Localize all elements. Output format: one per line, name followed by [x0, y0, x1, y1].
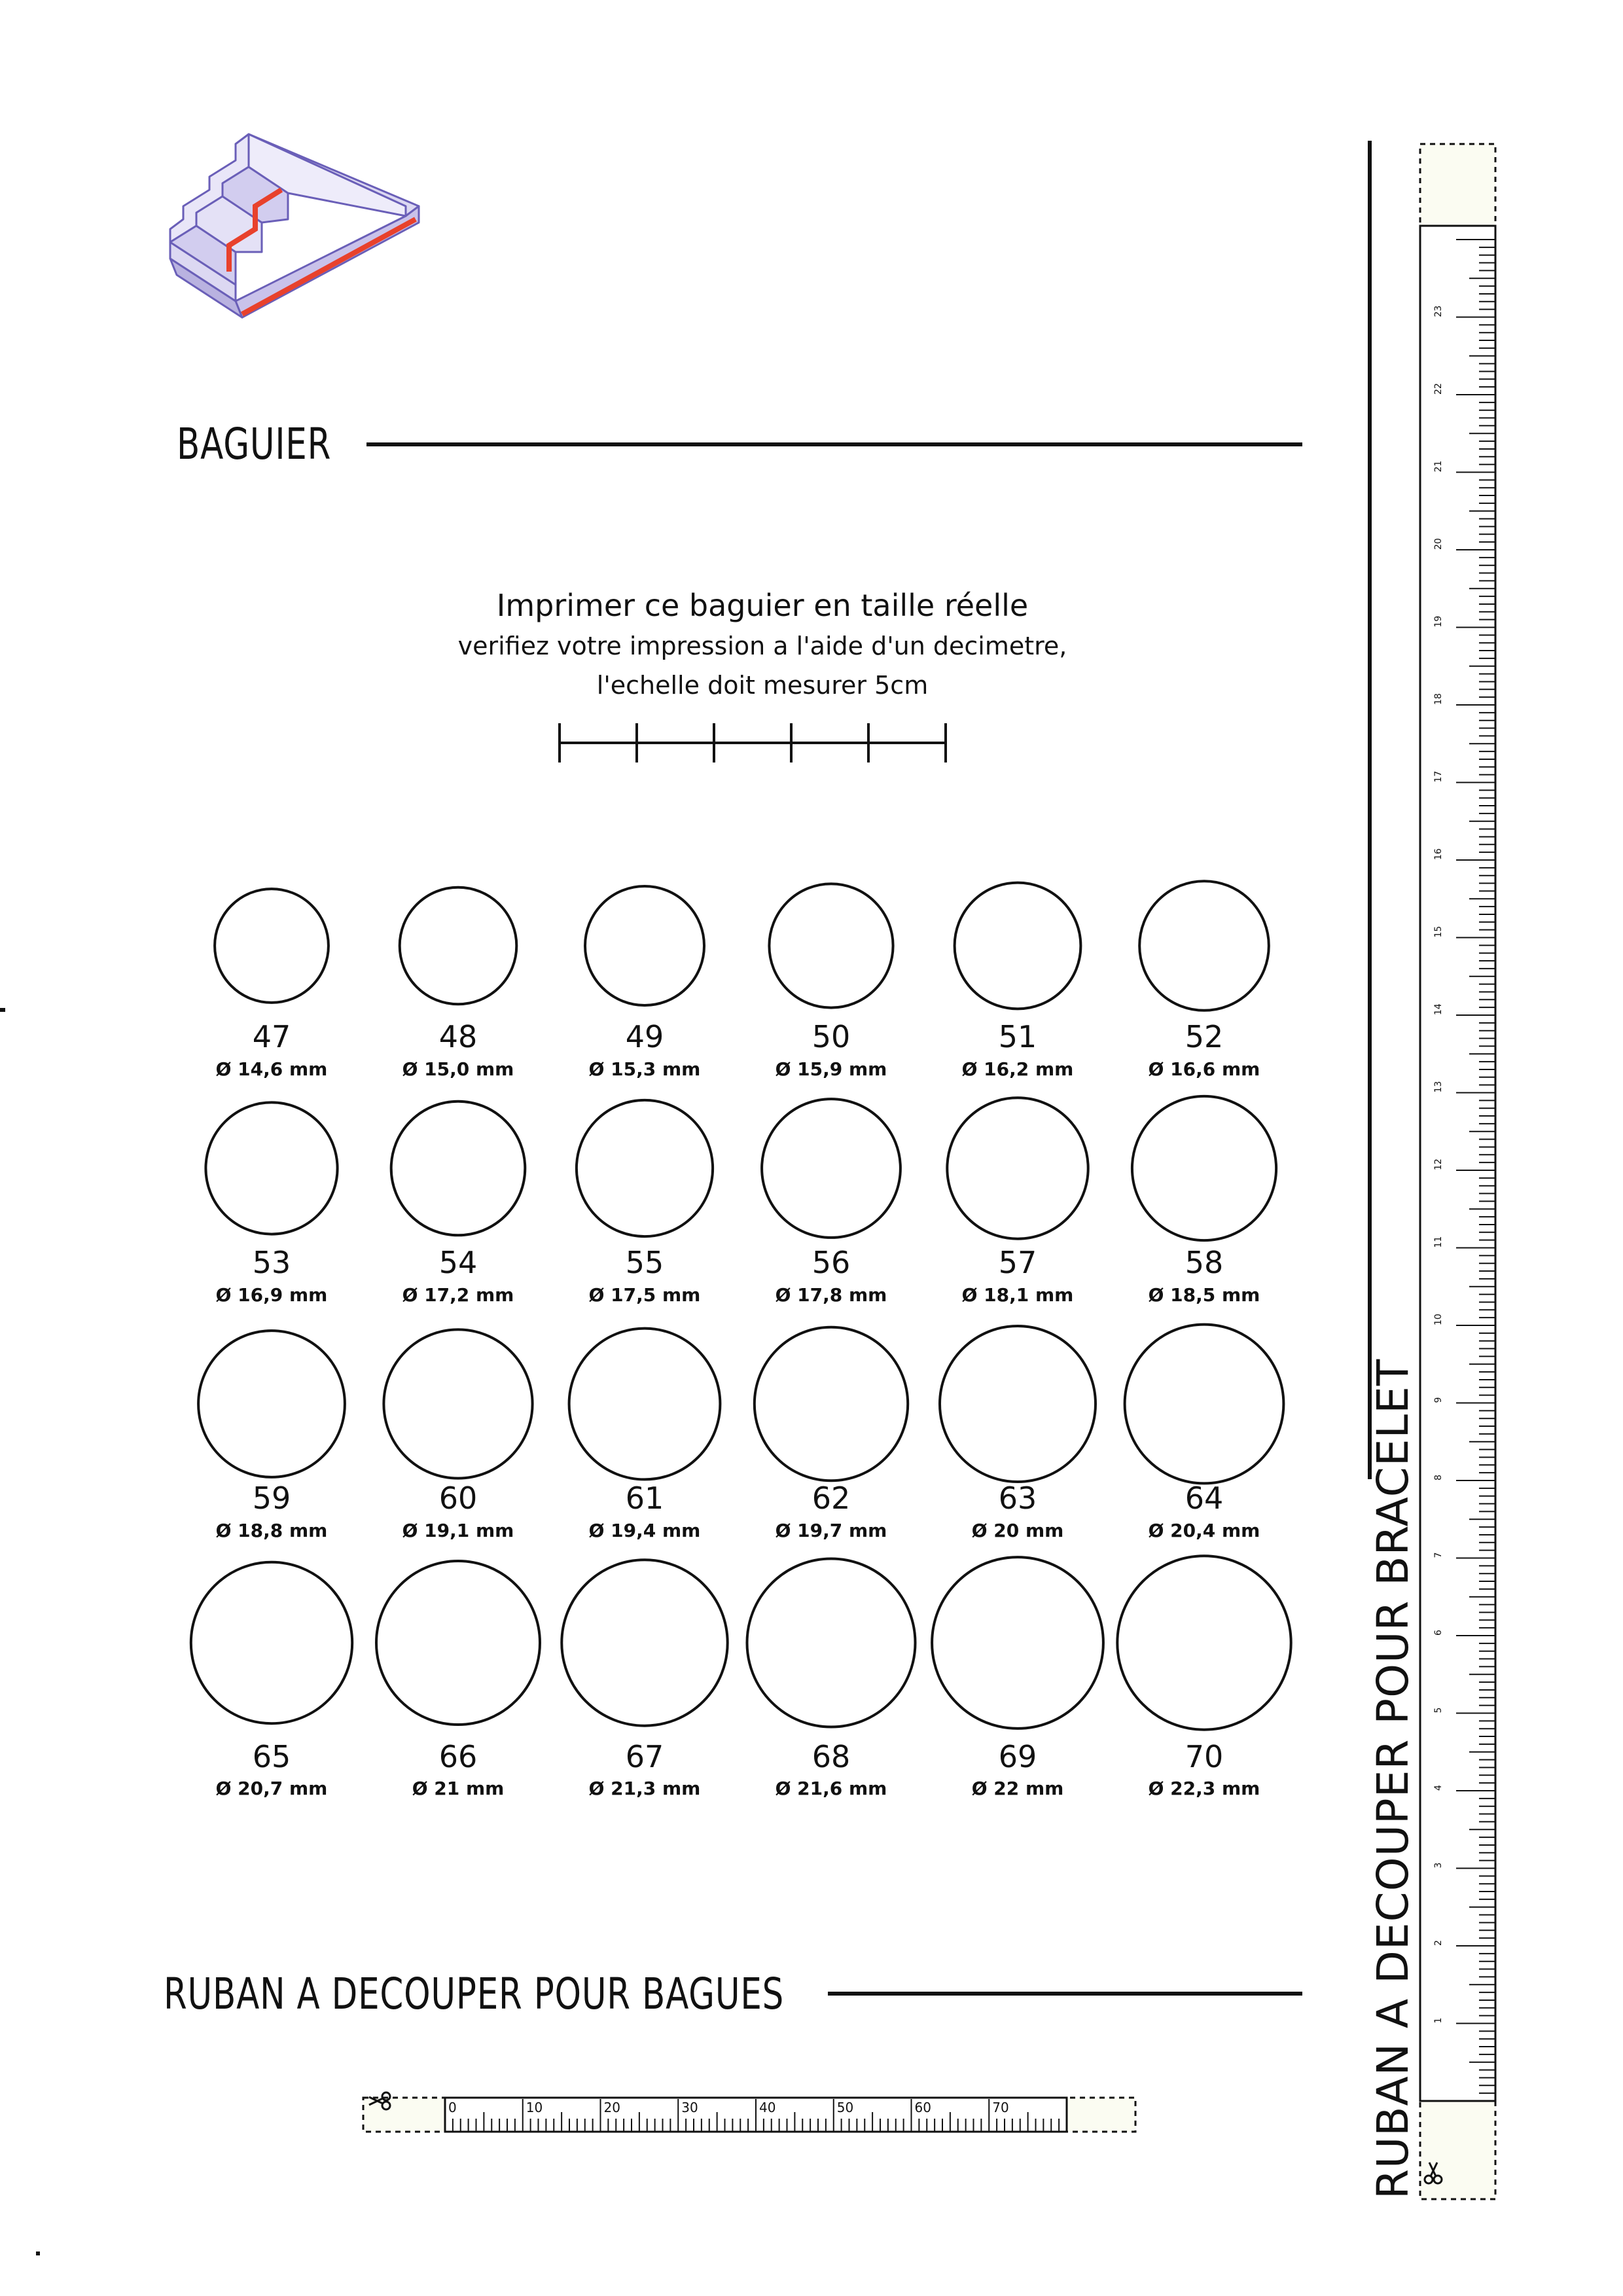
ring-diameter-label: Ø 16,9 mm — [215, 1284, 328, 1306]
ring-circle — [215, 889, 329, 1003]
bracelet-ribbon-label: 4 — [1433, 1785, 1444, 1791]
bracelet-ribbon-title: RUBAN A DECOUPER POUR BRACELET — [1368, 1358, 1418, 2199]
ring-ribbon-label: 40 — [759, 2100, 776, 2115]
bracelet-ribbon-label: 1 — [1433, 2017, 1444, 2024]
instruction-main: Imprimer ce baguier en taille réelle — [496, 588, 1029, 623]
ring-diameter-label: Ø 17,5 mm — [588, 1284, 701, 1306]
ring-60 — [383, 1329, 532, 1541]
bracelet-ribbon-rule-top — [1368, 141, 1372, 1479]
bracelet-ribbon-label: 14 — [1433, 1003, 1444, 1015]
ring-diameter-label: Ø 18,8 mm — [215, 1520, 328, 1541]
bracelet-ribbon-ruler — [1420, 226, 1495, 2101]
bracelet-ribbon-label: 2 — [1433, 1940, 1444, 1946]
ring-size-label: 50 — [812, 1019, 851, 1054]
ring-66 — [376, 1561, 540, 1799]
ring-ribbon-title: RUBAN A DECOUPER POUR BAGUES — [164, 1969, 785, 2019]
ring-circle — [947, 1098, 1088, 1238]
ring-59 — [198, 1331, 345, 1541]
ring-ribbon-label: 50 — [836, 2100, 854, 2115]
ring-circle — [932, 1557, 1103, 1729]
ring-diameter-label: Ø 15,0 mm — [402, 1058, 514, 1080]
ring-diameter-label: Ø 19,1 mm — [402, 1520, 514, 1541]
bracelet-ribbon-label: 6 — [1433, 1630, 1444, 1636]
ring-ribbon-label: 60 — [914, 2100, 931, 2115]
ring-circle — [762, 1099, 901, 1238]
ring-size-label: 51 — [998, 1019, 1037, 1054]
ring-size-label: 63 — [998, 1480, 1037, 1516]
ring-circle — [577, 1100, 713, 1236]
ring-size-label: 55 — [625, 1245, 664, 1280]
ring-size-label: 53 — [252, 1245, 291, 1280]
ring-size-label: 68 — [812, 1739, 851, 1774]
ring-circle — [769, 884, 893, 1007]
bracelet-ribbon-label: 20 — [1433, 538, 1444, 550]
ring-62 — [755, 1327, 908, 1541]
ring-55 — [577, 1100, 713, 1306]
ring-diameter-label: Ø 14,6 mm — [215, 1058, 328, 1080]
ring-size-label: 62 — [812, 1480, 851, 1516]
ring-diameter-label: Ø 16,2 mm — [961, 1058, 1074, 1080]
ring-49 — [585, 886, 704, 1080]
ring-circle — [1139, 881, 1269, 1011]
ring-circle — [383, 1329, 532, 1478]
ring-circle — [1125, 1325, 1284, 1484]
bracelet-ribbon-label: 7 — [1433, 1552, 1444, 1558]
ring-circle — [747, 1559, 916, 1727]
ring-diameter-label: Ø 18,5 mm — [1148, 1284, 1260, 1306]
ring-ribbon-label: 20 — [603, 2100, 620, 2115]
ring-diameter-label: Ø 15,3 mm — [588, 1058, 701, 1080]
ring-ribbon-rule — [828, 1992, 1302, 1996]
bracelet-ribbon-label: 16 — [1433, 848, 1444, 860]
ring-56 — [762, 1099, 901, 1306]
bracelet-ribbon-label: 23 — [1433, 305, 1444, 317]
ring-50 — [769, 884, 893, 1080]
bracelet-ribbon-label: 21 — [1433, 460, 1444, 473]
ring-47 — [215, 889, 329, 1080]
ring-diameter-label: Ø 19,7 mm — [775, 1520, 887, 1541]
ring-circle — [205, 1102, 337, 1234]
ring-circle — [755, 1327, 908, 1480]
ring-52 — [1139, 881, 1269, 1080]
ring-diameter-label: Ø 22 mm — [971, 1778, 1064, 1799]
ring-diameter-label: Ø 21,3 mm — [588, 1778, 701, 1799]
ring-diameter-label: Ø 17,8 mm — [775, 1284, 887, 1306]
ring-69 — [932, 1557, 1103, 1799]
bracelet-ribbon-label: 18 — [1433, 693, 1444, 705]
bracelet-ribbon-label: 13 — [1433, 1081, 1444, 1093]
ring-58 — [1132, 1096, 1276, 1306]
ring-64 — [1125, 1325, 1284, 1541]
ring-size-label: 56 — [812, 1245, 851, 1280]
bracelet-ribbon-label: 10 — [1433, 1314, 1444, 1325]
ring-ribbon — [357, 2081, 1142, 2147]
ring-circle — [569, 1329, 721, 1480]
ring-54 — [391, 1102, 526, 1306]
ring-51 — [955, 883, 1081, 1080]
bracelet-ribbon — [1414, 137, 1505, 2206]
instruction-scale: l'echelle doit mesurer 5cm — [596, 671, 929, 700]
ring-circle — [191, 1562, 352, 1723]
ring-size-label: 65 — [252, 1739, 291, 1774]
ring-57 — [947, 1098, 1088, 1306]
ring-diameter-label: Ø 20,7 mm — [215, 1778, 328, 1799]
ring-circle — [1117, 1556, 1291, 1729]
ring-size-label: 61 — [625, 1480, 664, 1516]
ring-circle — [391, 1102, 526, 1236]
ring-ribbon-label: 0 — [448, 2100, 457, 2115]
ring-65 — [191, 1562, 352, 1799]
crop-mark-left — [0, 1008, 5, 1012]
ring-diameter-label: Ø 21 mm — [412, 1778, 505, 1799]
ring-68 — [747, 1559, 916, 1800]
ring-size-label: 58 — [1185, 1245, 1224, 1280]
ring-size-label: 49 — [625, 1019, 664, 1054]
ring-size-label: 47 — [252, 1019, 291, 1054]
ring-diameter-label: Ø 15,9 mm — [775, 1058, 887, 1080]
ring-size-label: 64 — [1185, 1480, 1224, 1516]
ring-diameter-label: Ø 16,6 mm — [1148, 1058, 1260, 1080]
ring-circle — [400, 888, 517, 1005]
crop-mark-bottom — [36, 2251, 40, 2255]
ring-circle — [955, 883, 1081, 1009]
ring-ribbon-label: 70 — [992, 2100, 1009, 2115]
ring-circle — [585, 886, 704, 1005]
ring-ribbon-label: 30 — [681, 2100, 698, 2115]
ring-diameter-label: Ø 19,4 mm — [588, 1520, 701, 1541]
ring-circle — [376, 1561, 540, 1725]
ring-size-label: 67 — [625, 1739, 664, 1774]
ring-circle — [940, 1326, 1096, 1482]
ring-size-label: 48 — [438, 1019, 478, 1054]
ring-circle — [198, 1331, 345, 1477]
ring-size-label: 69 — [998, 1739, 1037, 1774]
ring-circle — [1132, 1096, 1276, 1240]
bracelet-ribbon-label: 8 — [1433, 1475, 1444, 1480]
bracelet-ribbon-label: 17 — [1433, 770, 1444, 783]
bracelet-ribbon-label: 11 — [1433, 1236, 1444, 1248]
instruction-verify: verifiez votre impression a l'aide d'un decimetre, — [457, 632, 1067, 660]
ring-size-label: 70 — [1185, 1739, 1224, 1774]
bracelet-ribbon-label: 5 — [1433, 1707, 1444, 1713]
ring-size-label: 66 — [438, 1739, 478, 1774]
bracelet-ribbon-label: 3 — [1433, 1862, 1444, 1869]
ring-diameter-label: Ø 20,4 mm — [1148, 1520, 1260, 1541]
ring-diameter-label: Ø 21,6 mm — [775, 1778, 887, 1799]
ring-size-label: 60 — [438, 1480, 478, 1516]
ring-size-label: 59 — [252, 1480, 291, 1516]
ring-diameter-label: Ø 17,2 mm — [402, 1284, 514, 1306]
ring-ribbon-label: 10 — [526, 2100, 543, 2115]
ring-63 — [940, 1326, 1096, 1541]
ring-diameter-label: Ø 20 mm — [971, 1520, 1064, 1541]
bracelet-ribbon-label: 9 — [1433, 1397, 1444, 1403]
bracelet-ribbon-label: 12 — [1433, 1158, 1444, 1170]
ring-48 — [400, 888, 517, 1080]
page-title: BAGUIER — [177, 419, 332, 469]
ring-circle — [562, 1560, 727, 1725]
bracelet-ribbon-label: 15 — [1433, 925, 1444, 938]
ring-diameter-label: Ø 18,1 mm — [961, 1284, 1074, 1306]
bracelet-ribbon-label: 22 — [1433, 383, 1444, 395]
ring-diameter-label: Ø 22,3 mm — [1148, 1778, 1260, 1799]
ring-61 — [569, 1329, 721, 1541]
ring-70 — [1117, 1556, 1291, 1799]
ring-size-label: 52 — [1185, 1019, 1224, 1054]
ring-53 — [205, 1102, 337, 1306]
ring-size-label: 57 — [998, 1245, 1037, 1280]
ring-67 — [562, 1560, 727, 1799]
ring-size-label: 54 — [438, 1245, 478, 1280]
bracelet-ribbon-label: 19 — [1433, 615, 1444, 628]
